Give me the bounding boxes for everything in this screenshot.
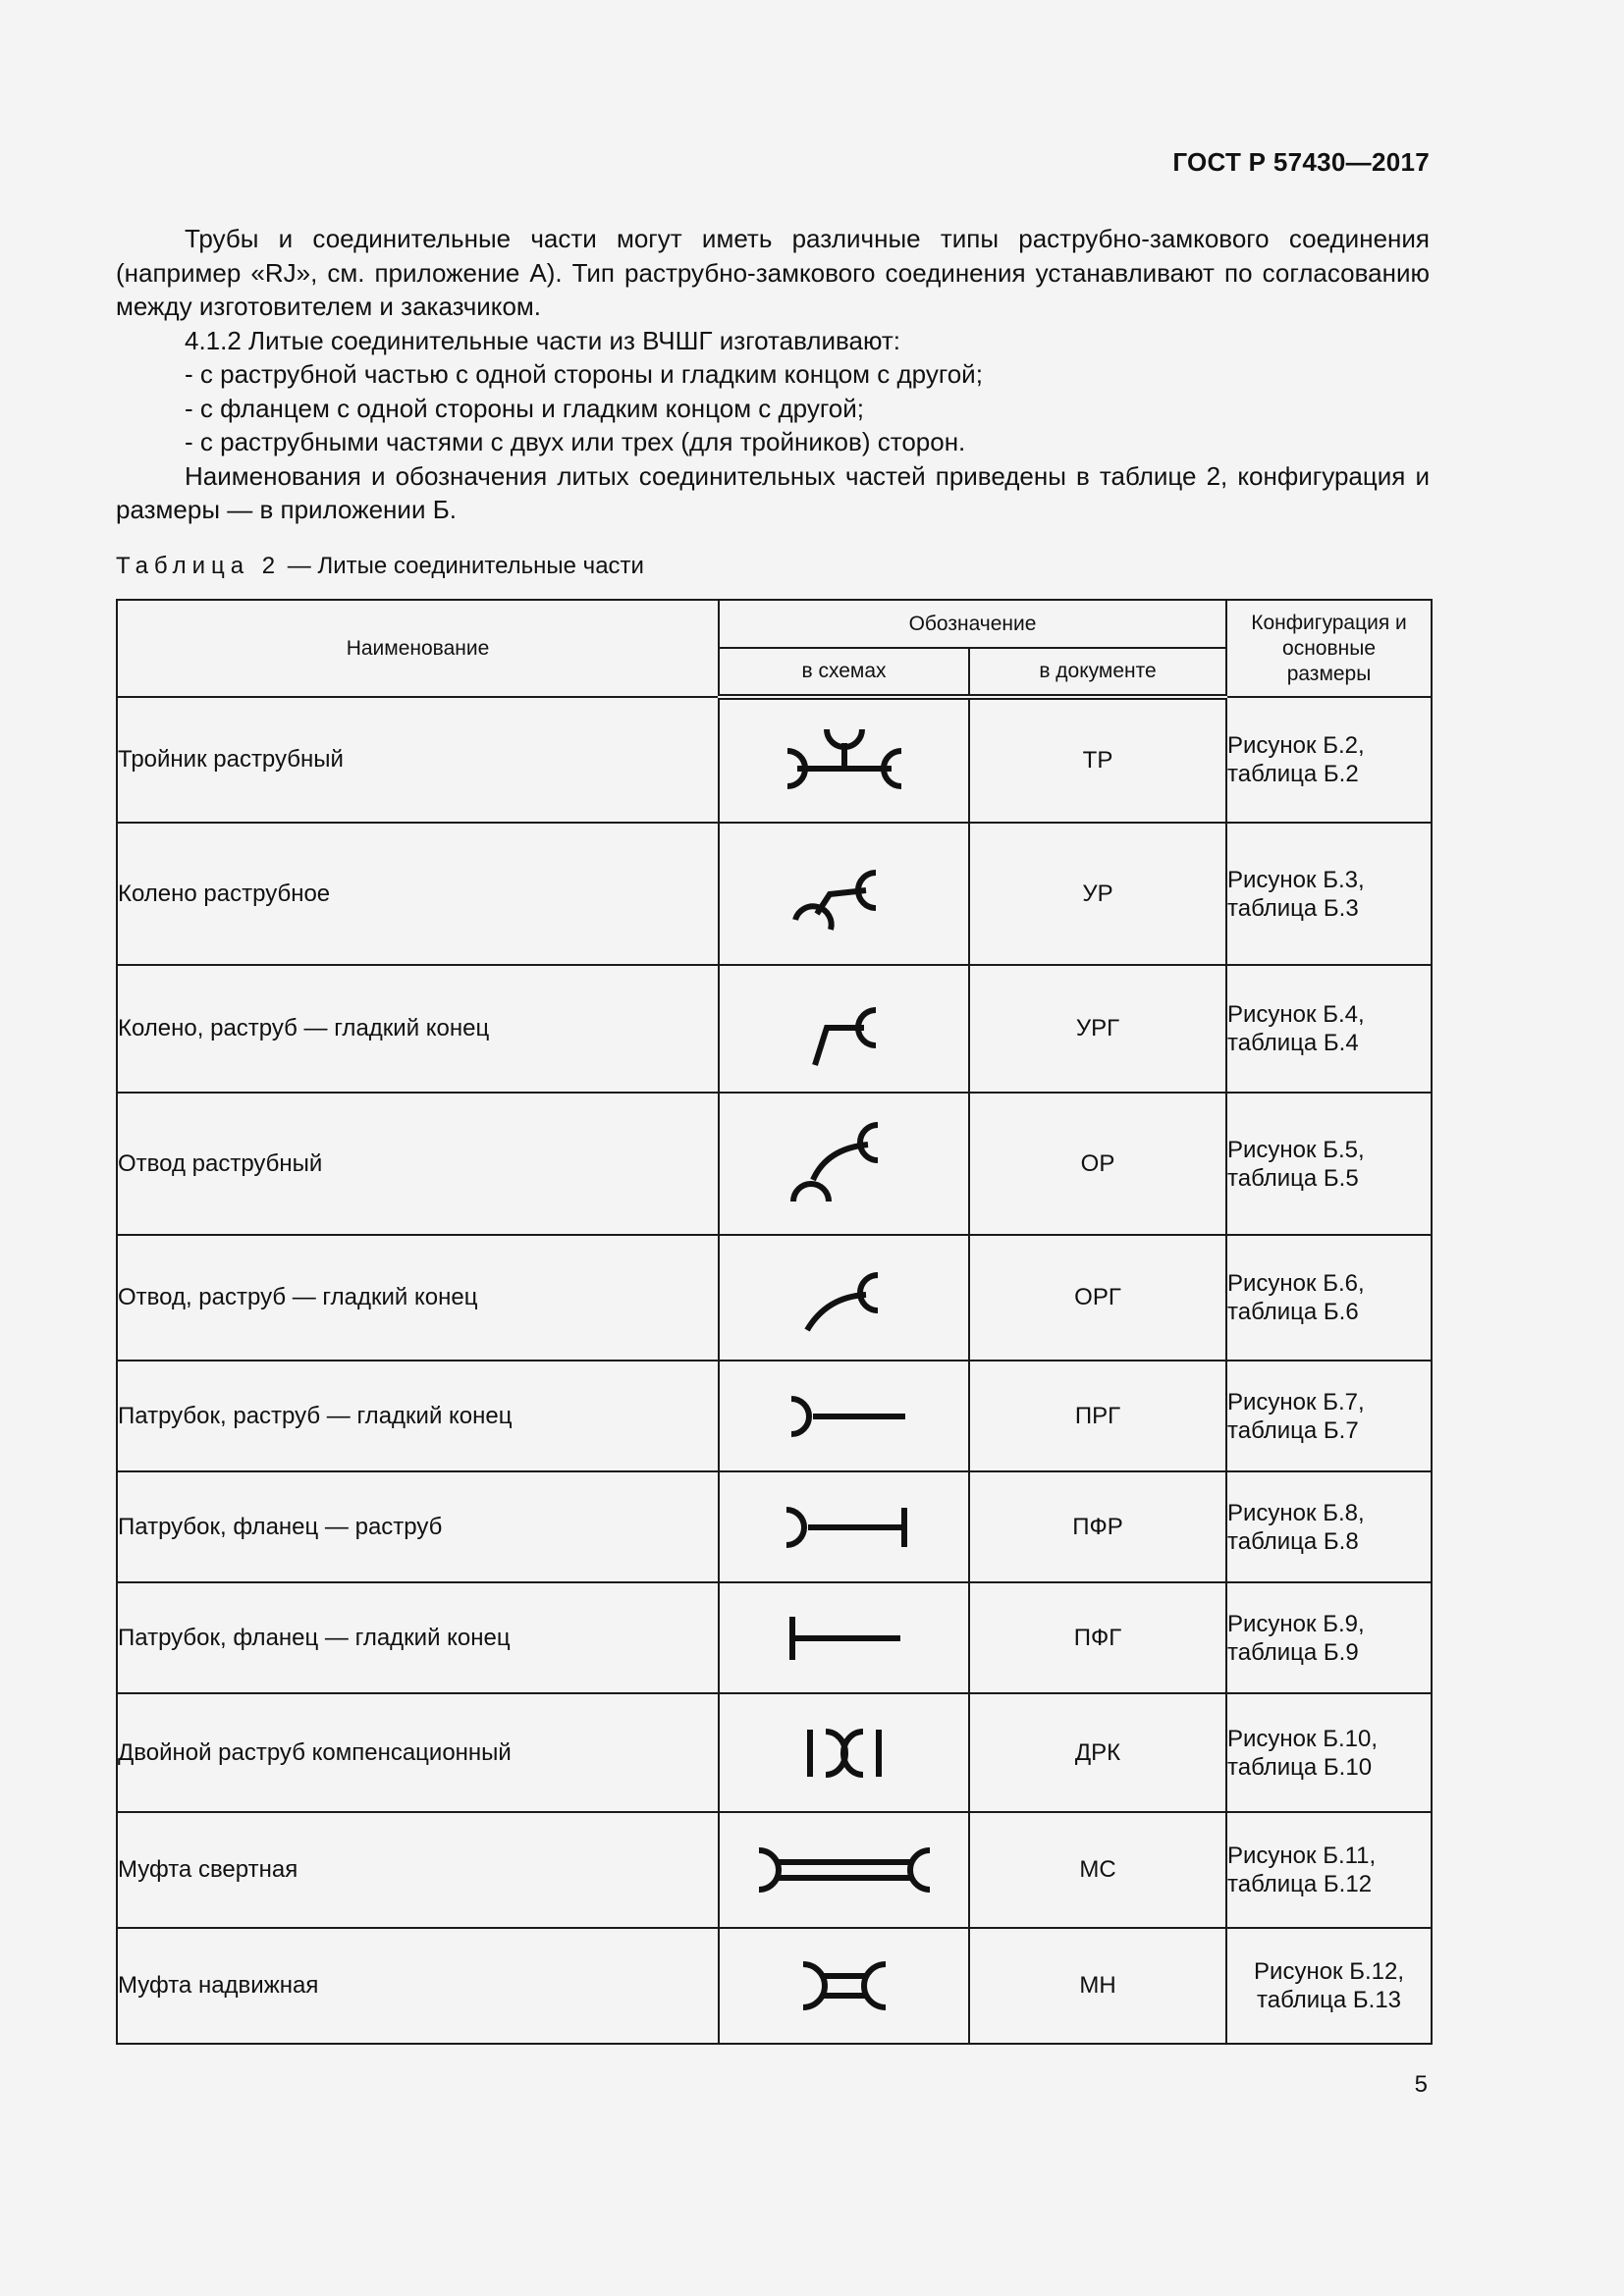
row-ref-table: таблица Б.9 — [1227, 1638, 1359, 1666]
table-caption — [116, 553, 644, 580]
table-row — [117, 1235, 1432, 1361]
row-ref-table: таблица Б.5 — [1227, 1164, 1359, 1192]
header-name: Наименование — [117, 600, 719, 697]
list-item: - с раструбными частями с двух или трех (для тройников) сторон. — [185, 427, 966, 456]
elbow-socket-icon — [776, 845, 913, 943]
bend-socket-icon — [776, 1115, 913, 1213]
bend-socket-spigot-icon — [776, 1254, 913, 1342]
row-ref-figure: Рисунок Б.7, — [1227, 1388, 1365, 1415]
row-name: Муфта свертная — [117, 1812, 719, 1928]
table-row — [117, 1093, 1432, 1235]
row-ref-table: таблица Б.8 — [1227, 1527, 1359, 1555]
coupling-swivel-icon — [751, 1841, 938, 1899]
row-code: ДРК — [969, 1693, 1226, 1812]
row-code: МС — [969, 1812, 1226, 1928]
row-code: ПРГ — [969, 1361, 1226, 1471]
row-code: ОР — [969, 1093, 1226, 1235]
table-caption-text: — Литые соединительные части — [281, 553, 644, 579]
row-ref-table: таблица Б.7 — [1227, 1416, 1359, 1444]
table-row — [117, 697, 1432, 823]
table-row — [117, 965, 1432, 1093]
table-row — [117, 1928, 1432, 2044]
table-row — [117, 1693, 1432, 1812]
table-row — [117, 1812, 1432, 1928]
pipe-socket-spigot-icon — [776, 1387, 913, 1446]
header-configuration: Конфигурация и основные размеры — [1226, 600, 1432, 697]
row-code: МН — [969, 1928, 1226, 2044]
row-code: ПФГ — [969, 1582, 1226, 1693]
double-socket-icon — [800, 1724, 889, 1783]
row-ref-figure: Рисунок Б.11, — [1227, 1842, 1377, 1869]
header-designation: Обозначение — [719, 600, 1226, 648]
row-name: Патрубок, фланец — гладкий конец — [117, 1582, 719, 1693]
row-name: Муфта надвижная — [117, 1928, 719, 2044]
row-code: УР — [969, 823, 1226, 965]
row-ref-table: таблица Б.10 — [1227, 1753, 1373, 1781]
elbow-socket-spigot-icon — [776, 985, 913, 1073]
row-code: ПФР — [969, 1471, 1226, 1582]
row-ref-figure: Рисунок Б.3, — [1227, 866, 1365, 893]
row-name: Двойной раструб компенсационный — [117, 1693, 719, 1812]
list-item: - с раструбной частью с одной стороны и гладким концом с другой; — [185, 359, 983, 389]
table-caption-label: Таблица 2 — [116, 553, 282, 579]
row-name: Патрубок, фланец — раструб — [117, 1471, 719, 1582]
paragraph: Наименования и обозначения литых соединительных частей приведены в таблице 2, конфигурация и размеры — в приложении Б. — [116, 460, 1430, 524]
row-name: Тройник раструбный — [117, 697, 719, 823]
row-ref-figure: Рисунок Б.4, — [1227, 1001, 1365, 1028]
coupling-sliding-icon — [795, 1956, 893, 2015]
page-number: 5 — [1414, 2071, 1428, 2098]
row-name: Отвод раструбный — [117, 1093, 719, 1235]
table-row — [117, 823, 1432, 965]
row-ref-figure: Рисунок Б.5, — [1227, 1136, 1365, 1163]
row-ref-table: таблица Б.6 — [1227, 1299, 1359, 1325]
row-ref-figure: Рисунок Б.2, — [1227, 732, 1365, 759]
table-row — [117, 1582, 1432, 1693]
row-code: УРГ — [969, 965, 1226, 1093]
paragraph: 4.1.2 Литые соединительные части из ВЧШГ изготавливают: — [185, 325, 901, 355]
row-name: Патрубок, раструб — гладкий конец — [117, 1361, 719, 1471]
table-row — [117, 1471, 1432, 1582]
pipe-flange-socket-icon — [771, 1498, 918, 1557]
header-in-schemes: в схемах — [719, 648, 969, 697]
header-in-documents: в документе — [969, 648, 1226, 697]
tee-socket-icon — [776, 721, 913, 800]
paragraph: Трубы и соединительные части могут иметь различные типы раструбно-замкового соединения (например «RJ», см. приложение А). Тип раструбно-замкового соединения устанавливают по согласованию между изготовителем и заказчиком. — [116, 224, 1430, 321]
row-name: Колено, раструб — гладкий конец — [117, 965, 719, 1093]
row-code: ТР — [969, 697, 1226, 823]
row-ref-figure: Рисунок Б.6, — [1227, 1270, 1365, 1297]
row-name: Отвод, раструб — гладкий конец — [117, 1235, 719, 1361]
list-item: - с фланцем с одной стороны и гладким концом с другой; — [185, 393, 864, 423]
row-ref-table: таблица Б.2 — [1227, 761, 1359, 787]
row-ref-figure: Рисунок Б.8, — [1227, 1499, 1365, 1526]
row-ref-figure: Рисунок Б.10, — [1227, 1725, 1378, 1752]
row-code: ОРГ — [969, 1235, 1226, 1361]
row-ref-figure: Рисунок Б.12, — [1254, 1958, 1404, 1985]
standard-id: ГОСТ Р 57430—2017 — [1172, 147, 1430, 177]
table-row — [117, 1361, 1432, 1471]
row-name: Колено раструбное — [117, 823, 719, 965]
body-text — [116, 222, 1430, 527]
row-ref-table: таблица Б.4 — [1227, 1030, 1359, 1056]
row-ref-figure: Рисунок Б.9, — [1227, 1610, 1365, 1637]
fittings-table — [116, 599, 1433, 2045]
row-ref-table: таблица Б.13 — [1257, 1987, 1402, 2013]
row-ref-table: таблица Б.3 — [1227, 894, 1359, 922]
row-ref-table: таблица Б.12 — [1227, 1871, 1373, 1897]
pipe-flange-spigot-icon — [781, 1609, 908, 1668]
